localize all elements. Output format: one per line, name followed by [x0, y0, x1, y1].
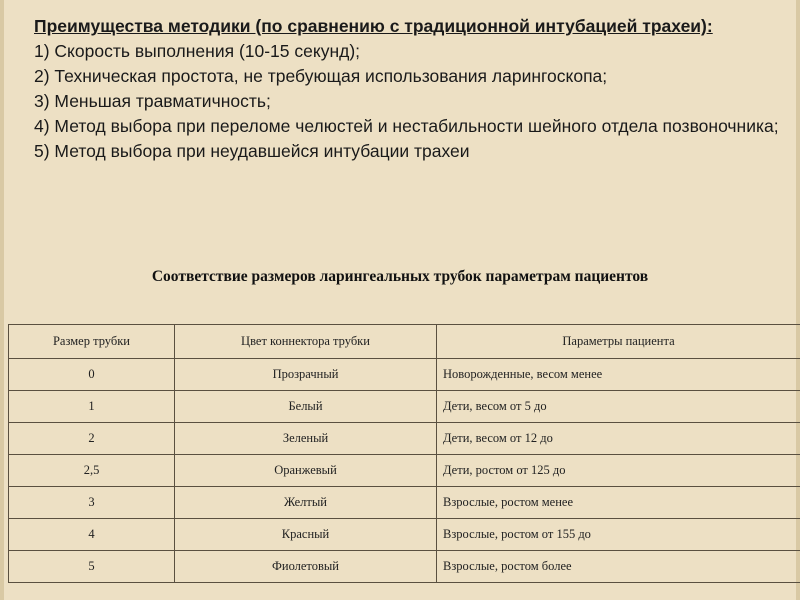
cell-color: Зеленый: [175, 423, 437, 455]
cell-params: Дети, весом от 12 до: [437, 423, 800, 455]
cell-params: Взрослые, ростом менее: [437, 487, 800, 519]
cell-params: Взрослые, ростом от 155 до: [437, 519, 800, 551]
advantages-block: [10, 14, 794, 164]
tube-size-table: [8, 324, 800, 583]
cell-params: Дети, весом от 5 до: [437, 391, 800, 423]
advantage-item: 5) Метод выбора при неудавшейся интубации трахеи: [34, 141, 470, 161]
header-patient-params: Параметры пациента: [437, 325, 800, 359]
cell-size: 4: [9, 519, 175, 551]
cell-size: 2,5: [9, 455, 175, 487]
table-title: Соответствие размеров ларингеальных трубок параметрам пациентов: [151, 268, 649, 285]
cell-size: 1: [9, 391, 175, 423]
cell-params: Взрослые, ростом более: [437, 551, 800, 583]
cell-color: Белый: [175, 391, 437, 423]
table-row: [9, 359, 800, 391]
cell-color: Прозрачный: [175, 359, 437, 391]
advantage-item: 4) Метод выбора при переломе челюстей и нестабильности шейного отдела позвоночника;: [34, 116, 779, 136]
cell-params: Дети, ростом от 125 до: [437, 455, 800, 487]
advantage-item: 1) Скорость выполнения (10-15 секунд);: [34, 41, 361, 61]
cell-color: Желтый: [175, 487, 437, 519]
cell-size: 3: [9, 487, 175, 519]
cell-color: Оранжевый: [175, 455, 437, 487]
header-connector-color: Цвет коннектора трубки: [175, 325, 437, 359]
table-row: [9, 487, 800, 519]
table-row: [9, 551, 800, 583]
header-tube-size: Размер трубки: [9, 325, 175, 359]
cell-color: Фиолетовый: [175, 551, 437, 583]
table-row: [9, 455, 800, 487]
advantage-item: 3) Меньшая травматичность;: [34, 91, 271, 111]
advantage-item: 2) Техническая простота, не требующая использования ларингоскопа;: [34, 66, 608, 86]
table-row: [9, 391, 800, 423]
cell-size: 5: [9, 551, 175, 583]
table-row: [9, 423, 800, 455]
table-row: [9, 519, 800, 551]
cell-params: Новорожденные, весом менее: [437, 359, 800, 391]
advantages-heading: Преимущества методики (по сравнению с традиционной интубацией трахеи):: [34, 16, 713, 36]
cell-color: Красный: [175, 519, 437, 551]
table-header-row: [9, 325, 800, 359]
cell-size: 2: [9, 423, 175, 455]
cell-size: 0: [9, 359, 175, 391]
